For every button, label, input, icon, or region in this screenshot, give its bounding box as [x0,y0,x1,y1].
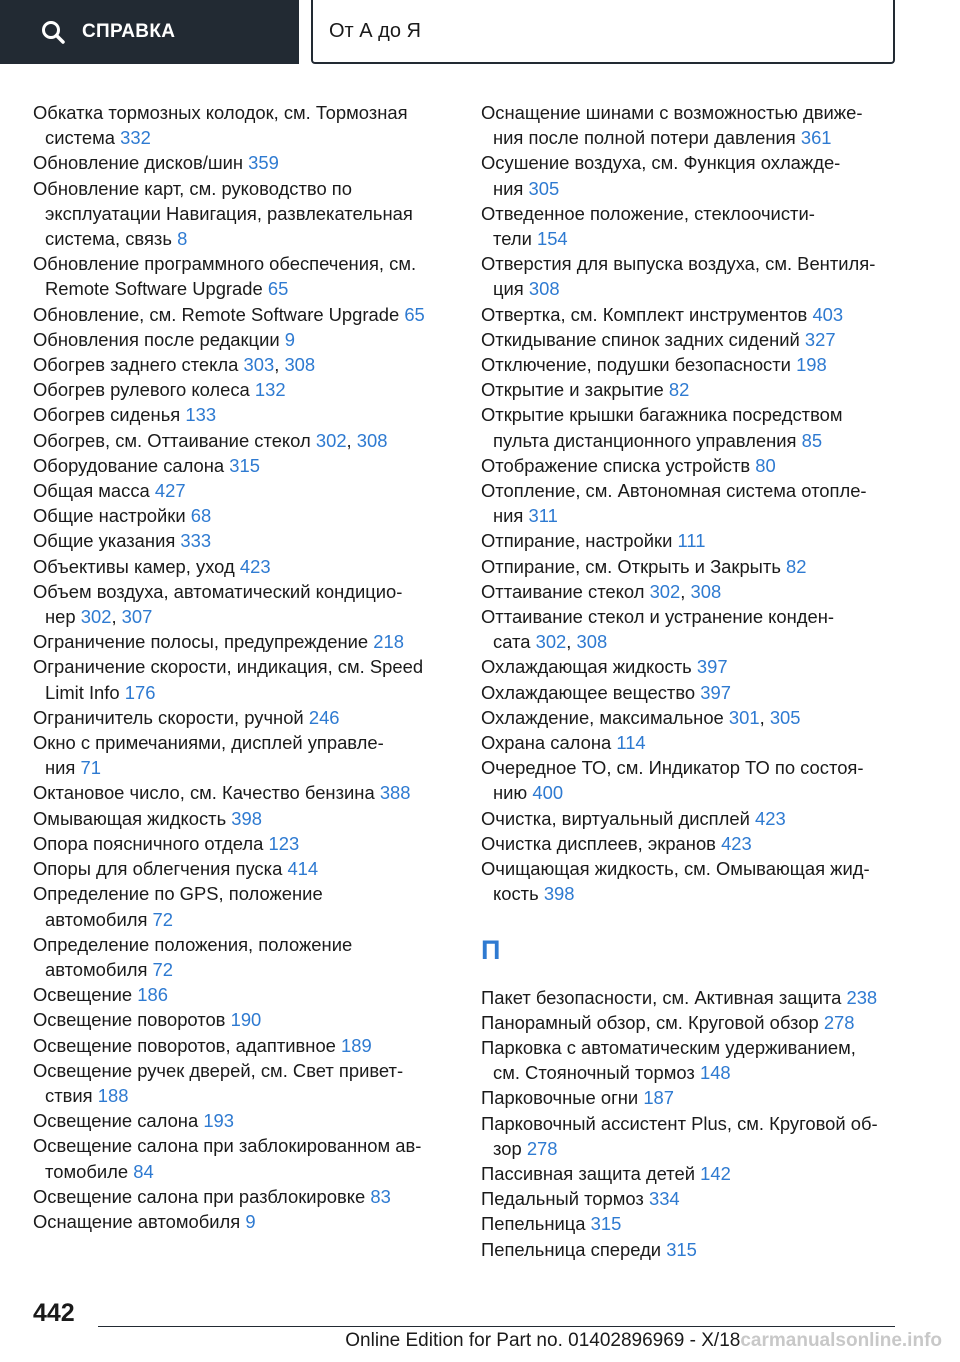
entry-term-continuation: тели [493,228,532,250]
entry-term: Обогрев сиденья [33,404,181,426]
entry-term: Объем воздуха, автоматический кондицио- [33,580,403,602]
entry-term: Оборудование салона [33,454,225,476]
entry-term: Освещение салона при разблокировке [33,1185,366,1207]
page-link[interactable]: 308 [284,354,316,376]
index-entry [33,654,463,704]
entry-term: Педальный тормоз [481,1188,644,1210]
entry-term: Отвертка, см. Комплект инструментов [481,303,808,325]
page-link[interactable]: 71 [80,757,101,779]
index-entry [33,377,463,402]
entry-term: Открытие крышки багажника посредством [481,404,843,426]
index-entry [481,1111,911,1161]
page-link[interactable]: 133 [185,404,217,426]
index-entry [481,554,911,579]
index-entry: Оттаивание стекол и устранение конден- сата 302, 308 [481,606,835,653]
entry-term-continuation: ния [45,757,76,779]
index-entry [481,1186,911,1211]
page-link[interactable]: 65 [267,278,289,300]
page-link[interactable]: 403 [812,303,844,325]
entry-term-continuation: автомобиля [45,958,148,980]
entry-term-continuation: пульта дистанционного управления [493,429,797,451]
entry-term: Оттаивание стекол и устранение конден- [481,606,835,628]
help-tab[interactable] [0,0,299,64]
edition-text: Online Edition for Part no. 01402896969 - X/18 [345,1330,741,1351]
index-entry: Обогрев заднего стекла 303, 308 [33,354,316,376]
page-link[interactable]: 198 [796,354,827,376]
page-link[interactable]: 400 [532,782,564,804]
entry-term-continuation: эксплуатации Навигация, развлекательная [45,202,413,224]
entry-term-continuation: томобиле [45,1160,129,1182]
page-link[interactable]: 302 [649,580,681,602]
entry-term: Осушение воздуха, см. Функция охлажде- [481,152,841,174]
index-entry [481,755,911,805]
entry-term-continuation: зор [493,1137,522,1159]
index-entry [481,806,911,831]
page-link[interactable]: 423 [239,555,271,577]
page-link[interactable]: 193 [203,1110,234,1132]
entry-term: Оттаивание стекол [481,580,645,602]
help-tab-label: СПРАВКА [82,21,176,42]
page-link[interactable]: 308 [528,278,560,300]
index-entry [33,554,463,579]
entry-term: Очищающая жидкость, см. Омывающая жид- [481,858,870,880]
page-link[interactable]: 238 [846,986,878,1008]
page-link[interactable]: 114 [616,732,646,754]
page-link[interactable]: 302 [80,606,112,628]
page-link[interactable]: 301 [728,706,760,728]
entry-term: Оснащение автомобиля [33,1210,241,1232]
page-link[interactable]: 332 [120,127,151,149]
footer-edition [345,1330,942,1352]
index-entry [481,478,911,528]
index-entry [33,100,463,150]
page-link[interactable]: 427 [154,480,186,502]
index-entry [481,201,911,251]
entry-term: Отключение, подушки безопасности [481,354,791,376]
page-link[interactable]: 333 [180,530,212,552]
entry-term: Охлаждающее вещество [481,681,696,703]
entry-term: Обогрев заднего стекла [33,354,239,376]
index-entry [481,402,911,452]
page-link[interactable]: 315 [590,1213,622,1235]
entry-term: Охлаждение, максимальное [481,706,724,728]
entry-term: Определение по GPS, положение [33,883,323,905]
entry-term: Общая масса [33,480,150,502]
page-link[interactable]: 308 [356,429,388,451]
entry-term: Пепельница спереди [481,1238,662,1260]
page-link[interactable]: 359 [248,152,279,174]
index-entry [33,327,463,352]
entry-term-continuation: Remote Software Upgrade [45,278,263,300]
entry-term-continuation: см. Стояночный тормоз [493,1062,695,1084]
entry-term: Парковка с автоматическим удерживанием, [481,1036,856,1058]
entry-term: Освещение салона [33,1110,199,1132]
entry-term: Освещение салона при заблокированном ав- [33,1135,422,1157]
entry-term: Опоры для облегчения пуска [33,858,283,880]
page-link[interactable]: 334 [648,1188,680,1210]
page-link[interactable]: 305 [769,706,801,728]
index-entry [481,831,911,856]
page-link[interactable]: 311 [528,505,558,527]
index-entry [33,780,463,805]
watermark: carmanualsonline.info [740,1330,942,1351]
entry-term-continuation: кость [493,883,539,905]
entry-term: Омывающая жидкость [33,807,227,829]
index-entry [33,528,463,553]
page-link[interactable]: 398 [231,807,262,829]
entry-term: Ограничение полосы, предупреждение [33,631,369,653]
index-entry [481,654,911,679]
entry-term: Отпирание, настройки [481,530,673,552]
index-entry [481,528,911,553]
page-link[interactable]: 218 [373,631,404,653]
page-link[interactable]: 8 [177,228,188,250]
entry-term-continuation: ния после полной потери давления [493,127,796,149]
entry-term-continuation: ствия [45,1084,93,1106]
page-link[interactable]: 123 [268,832,300,854]
entry-term: Оснащение шинами с возможностью движе- [481,102,863,123]
page-link[interactable]: 303 [243,354,275,376]
entry-term: Обогрев, см. Оттаивание стекол [33,429,311,451]
page-link[interactable]: 278 [823,1011,855,1033]
entry-term-continuation: система, связь [45,228,172,250]
index-entry [481,150,911,200]
page-link[interactable]: 82 [668,379,690,401]
index-entry [33,150,463,175]
page-link[interactable]: 132 [254,379,286,401]
entry-term: Отведенное положение, стеклоочисти- [481,202,815,224]
entry-term: Окно с примечаниями, дисплей управле- [33,732,384,754]
entry-term: Освещение ручек дверей, см. Свет привет- [33,1059,404,1081]
index-entry [481,680,911,705]
index-entry [33,1108,463,1133]
index-entry [33,1007,463,1032]
index-entry [33,1209,463,1234]
page-link[interactable]: 68 [190,505,212,527]
entry-term-continuation: Limit Info [45,681,120,703]
entry-term-continuation: нер [45,606,76,628]
page-link[interactable]: 246 [308,706,340,728]
index-entry [481,856,911,906]
index-entry [33,176,463,252]
entry-term: Ограничение скорости, индикация, см. Speed [33,656,424,678]
page-link[interactable]: 85 [801,429,823,451]
index-entry: Оттаивание стекол 302, 308 [481,580,722,602]
entry-term: Общие настройки [33,505,186,527]
page-link[interactable]: 72 [152,958,173,980]
index-entry [33,503,463,528]
page-link[interactable]: 80 [755,454,776,476]
page-link[interactable]: 9 [245,1210,256,1232]
entry-term: Обогрев рулевого колеса [33,379,250,401]
entry-term: Откидывание спинок задних сидений [481,328,800,350]
entry-term: Охлаждающая жидкость [481,656,692,678]
entry-term: Обновление карт, см. руководство по [33,177,352,199]
section-letter: П [481,934,501,965]
page-link[interactable]: 302 [535,631,567,653]
index-entry [481,730,911,755]
entry-term: Общие указания [33,530,176,552]
index-entry [33,1133,463,1183]
entry-term: Пассивная защита детей [481,1162,696,1184]
page-link[interactable]: 388 [379,782,411,804]
entry-term: Обновления после редакции [33,328,280,350]
page-link[interactable]: 9 [284,328,295,350]
entry-term: Освещение [33,984,133,1006]
page-link[interactable]: 154 [536,228,568,250]
entry-term: Отображение списка устройств [481,454,751,476]
index-entry [33,730,463,780]
entry-term: Освещение поворотов, адаптивное [33,1034,336,1056]
entry-term: Пакет безопасности, см. Активная защита [481,986,842,1008]
index-entry [481,327,911,352]
index-entry [33,831,463,856]
a-to-z-tab[interactable] [311,0,895,64]
page-link[interactable]: 307 [121,606,153,628]
page-link[interactable]: 188 [97,1084,129,1106]
entry-term-continuation: ния [493,177,524,199]
entry-term: Обновление, см. Remote Software Upgrade [33,303,400,325]
entry-term-continuation: автомобиля [45,908,148,930]
page-link[interactable]: 423 [754,807,786,829]
index-entry [481,985,911,1010]
entry-term-continuation: нию [493,782,528,804]
index-entry [33,302,463,327]
index-entry: Обогрев, см. Оттаивание стекол 302, 308 [33,429,388,451]
index-entry [33,856,463,881]
page-link[interactable]: 82 [786,555,807,577]
page-link[interactable]: 148 [699,1062,731,1084]
index-entry [481,1161,911,1186]
a-to-z-tab-label: От А до Я [329,19,421,42]
entry-term-continuation: ния [493,505,524,527]
entry-term: Опора поясничного отдела [33,832,264,854]
page-link[interactable]: 187 [643,1087,675,1109]
entry-term: Обновление дисков/шин [33,152,244,174]
index-entry [33,1184,463,1209]
index-entry [33,402,463,427]
page-link[interactable]: 65 [404,303,425,325]
entry-term-continuation: сата [493,631,531,653]
index-column-right [481,100,911,1262]
index-entry [33,705,463,730]
entry-term-continuation: ция [493,278,524,300]
entry-term: Обкатка тормозных колодок, см. Тормозная [33,102,408,123]
entry-term: Очистка дисплеев, экранов [481,832,716,854]
index-entry [33,453,463,478]
page-link[interactable]: 111 [677,530,706,552]
page-number: 442 [33,1299,75,1327]
page-link[interactable]: 315 [229,454,260,476]
page-link[interactable]: 176 [124,681,156,703]
page-link[interactable]: 278 [526,1137,558,1159]
page-link[interactable]: 308 [690,580,722,602]
index-entry [33,478,463,503]
entry-term: Очередное ТО, см. Индикатор ТО по состоя- [481,757,864,779]
entry-term-continuation: система [45,127,115,149]
index-entry [481,302,911,327]
search-icon [40,19,66,45]
page-link[interactable]: 83 [370,1185,391,1207]
index-entry [33,932,463,982]
index-entry [481,453,911,478]
entry-term: Освещение поворотов [33,1009,226,1031]
page-link[interactable]: 398 [543,883,575,905]
index-entry [33,982,463,1007]
page-link[interactable]: 305 [528,177,560,199]
index-entry [481,1035,911,1085]
index-entry [33,1033,463,1058]
page-link[interactable]: 189 [341,1034,372,1056]
page-link[interactable]: 84 [133,1160,154,1182]
index-entry [481,1211,911,1236]
entry-term: Ограничитель скорости, ручной [33,706,304,728]
index-entry [481,1010,911,1035]
entry-term: Отопление, см. Автономная система отопле- [481,480,867,502]
footer-divider [98,1326,895,1327]
index-entry [481,1085,911,1110]
page-link[interactable]: 142 [700,1162,731,1184]
entry-term: Панорамный обзор, см. Круговой обзор [481,1011,819,1033]
index-entry: Охлаждение, максимальное 301, 305 [481,706,801,728]
index-entry [33,251,463,301]
index-entry [33,881,463,931]
entry-term: Обновление программного обеспечения, см. [33,253,417,275]
page-link[interactable]: 302 [315,429,347,451]
page-link[interactable]: 308 [576,631,608,653]
page-link[interactable]: 361 [800,127,832,149]
entry-term: Открытие и закрытие [481,379,664,401]
page-link[interactable]: 72 [152,908,173,930]
entry-term: Октановое число, см. Качество бензина [33,782,375,804]
entry-term: Определение положения, положение [33,933,353,955]
entry-term: Отверстия для выпуска воздуха, см. Вентиля- [481,253,876,275]
page-link[interactable]: 397 [696,656,728,678]
index-entry [481,352,911,377]
index-entry [33,629,463,654]
page-link[interactable]: 327 [804,328,836,350]
entry-term: Охрана салона [481,732,612,754]
index-entry [481,1237,911,1262]
page-link[interactable]: 190 [230,1009,262,1031]
index-entry [481,251,911,301]
entry-term: Парковочный ассистент Plus, см. Круговой об- [481,1112,878,1134]
entry-term: Пепельница [481,1213,586,1235]
entry-term: Отпирание, см. Открыть и Закрыть [481,555,781,577]
index-entry [33,806,463,831]
entry-term: Объективы камер, уход [33,555,235,577]
index-column-left [33,100,463,1234]
index-entry: Объем воздуха, автоматический кондицио- нер 302, 307 [33,580,403,628]
index-entry [481,100,911,150]
page-link[interactable]: 423 [721,832,752,854]
page-link[interactable]: 397 [700,681,731,703]
page-link[interactable]: 315 [666,1238,697,1260]
entry-term: Парковочные огни [481,1087,639,1109]
page-link[interactable]: 414 [287,858,319,880]
index-entry [33,1058,463,1108]
index-entry [481,377,911,402]
entry-term: Очистка, виртуальный дисплей [481,807,750,829]
page-link[interactable]: 186 [137,984,168,1006]
